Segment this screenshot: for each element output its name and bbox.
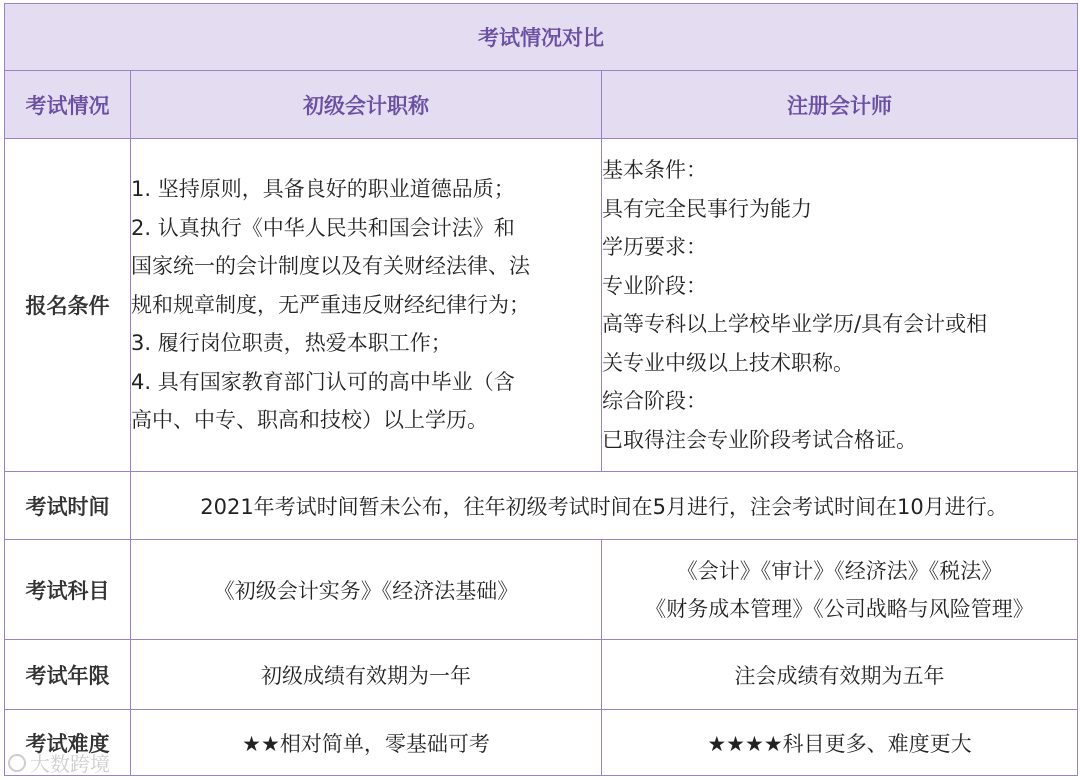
text-line: 1. 坚持原则，具备良好的职业道德品质； — [131, 177, 515, 202]
validity-junior: 初级成绩有效期为一年 — [131, 640, 602, 710]
registration-junior-cell — [131, 139, 602, 472]
text-line: 高中、中专、职高和技校）以上学历。 — [131, 408, 488, 433]
subjects-cpa-cell — [602, 540, 1078, 640]
text-line: 学历要求： — [602, 235, 707, 259]
difficulty-cpa: ★★★★科目更多、难度更大 — [602, 710, 1078, 776]
text-line: 关专业中级以上技术职称。 — [602, 350, 854, 375]
row-label-registration: 报名条件 — [5, 139, 131, 472]
exam-time-text: 2021年考试时间暂未公布，往年初级考试时间在5月进行，注会考试时间在10月进行。 — [131, 472, 1078, 540]
text-line: 3. 履行岗位职责，热爱本职工作； — [131, 331, 452, 356]
row-label-time: 考试时间 — [5, 472, 131, 540]
text-line: 具有完全民事行为能力 — [602, 196, 812, 221]
row-label-validity: 考试年限 — [5, 640, 131, 710]
row-label-difficulty: 考试难度 — [5, 710, 131, 776]
text-line: 国家统一的会计制度以及有关财经法律、法 — [131, 254, 530, 279]
registration-junior-text — [131, 170, 601, 440]
difficulty-junior: ★★相对简单，零基础可考 — [131, 710, 602, 776]
registration-cpa-text — [602, 151, 1077, 459]
table-title: 考试情况对比 — [5, 4, 1078, 71]
row-label-subjects: 考试科目 — [5, 540, 131, 640]
watermark-logo-icon — [8, 754, 26, 772]
watermark — [8, 748, 110, 777]
text-line: 高等专科以上学校毕业学历/具有会计或相 — [602, 312, 988, 336]
watermark-text: 大数跨境 — [30, 752, 110, 776]
text-line: 综合阶段： — [602, 389, 707, 413]
subjects-cpa-line1: 《会计》《审计》《经济法》《税法》 — [676, 558, 1003, 583]
subjects-cpa-line2: 《财务成本管理》《公司战略与风险管理》 — [645, 596, 1034, 621]
text-line: 2. 认真执行《中华人民共和国会计法》和 — [131, 215, 515, 240]
subjects-junior: 《初级会计实务》《经济法基础》 — [131, 540, 602, 640]
registration-cpa-cell — [602, 139, 1078, 472]
text-line: 基本条件： — [602, 158, 707, 182]
text-line: 4. 具有国家教育部门认可的高中毕业（含 — [131, 369, 515, 394]
header-cpa: 注册会计师 — [602, 71, 1078, 139]
validity-cpa: 注会成绩有效期为五年 — [602, 640, 1078, 710]
header-junior-accountant: 初级会计职称 — [131, 71, 602, 139]
text-line: 专业阶段： — [602, 273, 707, 298]
text-line: 规和规章制度，无严重违反财经纪律行为； — [131, 292, 530, 317]
text-line: 已取得注会专业阶段考试合格证。 — [602, 427, 917, 452]
header-exam-situation: 考试情况 — [5, 71, 131, 139]
comparison-table — [4, 3, 1078, 776]
